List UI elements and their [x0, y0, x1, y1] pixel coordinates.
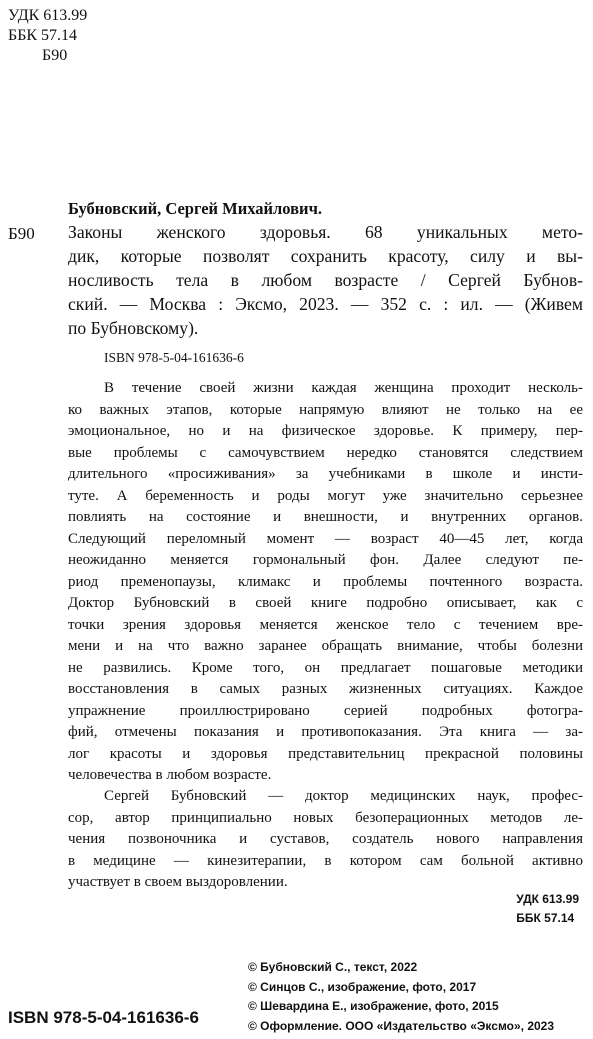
annotation-line: неожиданно меняется гормональный фон. Далее следуют пе- — [68, 552, 583, 568]
bib-line: по Бубновскому). — [68, 318, 199, 338]
annotation-line: эмоциональное, но и на физическое здоровье. К примеру, пер- — [68, 423, 583, 439]
about-line: Сергей Бубновский — доктор медицинских наук, профес- — [104, 788, 583, 804]
about-line: сор, автор принципиально новых безоперационных методов ле- — [68, 809, 583, 826]
bottom-classification-codes — [516, 890, 579, 928]
annotation-line: фий, отмечены показания и противопоказания. Эта книга — за- — [68, 724, 583, 740]
copyright-line: © Синцов С., изображение, фото, 2017 — [248, 979, 477, 994]
annotation-line: точки зрения здоровья меняется женское тело с течением вре- — [68, 616, 583, 633]
annotation-line: длительного «просиживания» за учебниками в школе и инсти- — [68, 466, 583, 482]
bbk-code-bottom: ББК 57.14 — [516, 911, 575, 925]
author-about-paragraph — [68, 786, 583, 894]
annotation-line: повлиять на состояние и внешности, и внутренних органов. — [68, 509, 583, 525]
annotation-line: упражнение проиллюстрировано серией подробных фотогра- — [68, 702, 583, 719]
annotation-line: Следующий переломный момент — возраст 40—45 лет, когда — [68, 530, 583, 547]
bib-line: носливость тела в любом возрасте / Сергей Бубнов- — [68, 270, 583, 290]
annotation-line: Доктор Бубновский в своей книге подробно описывает, как с — [68, 595, 583, 611]
annotation-line: ко важных этапов, которые напрямую влияют не только на ее — [68, 401, 583, 418]
bib-line: дик, которые позволят сохранить красоту, силу и вы- — [68, 246, 583, 266]
top-classification-codes — [8, 6, 87, 66]
annotation-line: восстановления в самых разных жизненных ситуациях. Каждое — [68, 681, 583, 697]
udk-code-bottom: УДК 613.99 — [516, 892, 579, 906]
annotation-line: туте. А беременность и роды могут уже значительно серьезнее — [68, 487, 583, 504]
copyright-line: © Оформление. ООО «Издательство «Эксмо», 2023 — [248, 1018, 555, 1033]
annotation-line: не развились. Кроме того, он предлагает пошаговые методики — [68, 659, 583, 676]
bib-line: ский. — Москва : Эксмо, 2023. — 352 с. : ил. — (Живем — [68, 294, 583, 314]
author-heading: Бубновский, Сергей Михайлович. — [68, 199, 322, 218]
annotation-line: вые проблемы с самочувствием нередко становятся следствием — [68, 444, 583, 461]
isbn-inline: ISBN 978-5-04-161636-6 — [104, 350, 244, 365]
bib-line: Законы женского здоровья. 68 уникальных мето- — [68, 222, 583, 242]
copyright-line: © Бубновский С., текст, 2022 — [248, 960, 418, 974]
annotation-line: человечества в любом возрасте. — [68, 767, 272, 783]
annotation-paragraph — [68, 378, 583, 787]
udk-code: УДК 613.99 — [8, 7, 88, 24]
annotation-line: В течение своей жизни каждая женщина проходит несколь- — [104, 380, 583, 396]
about-line: чения позвоночника и суставов, создатель нового направления — [68, 831, 583, 847]
annotation-line: мени и на что важно заранее обращать внимание, чтобы болезни — [68, 638, 583, 654]
author-mark-code: Б90 — [42, 47, 68, 64]
bbk-code: ББК 57.14 — [8, 27, 78, 44]
isbn-bottom: ISBN 978-5-04-161636-6 — [8, 1008, 199, 1027]
about-line: в медицине — кинезитерапии, в котором сам больной активно — [68, 852, 583, 869]
bibliographic-description — [68, 220, 583, 340]
side-author-mark: Б90 — [8, 224, 35, 243]
copyright-line: © Шевардина Е., изображение, фото, 2015 — [248, 999, 499, 1013]
annotation-line: лог красоты и здоровья представительниц прекрасной половины — [68, 745, 583, 762]
annotation-line: риод пременопаузы, климакс и проблемы почтенного возраста. — [68, 573, 583, 590]
copyright-block — [248, 958, 554, 1036]
about-line: участвует в своем выздоровлении. — [68, 874, 288, 890]
